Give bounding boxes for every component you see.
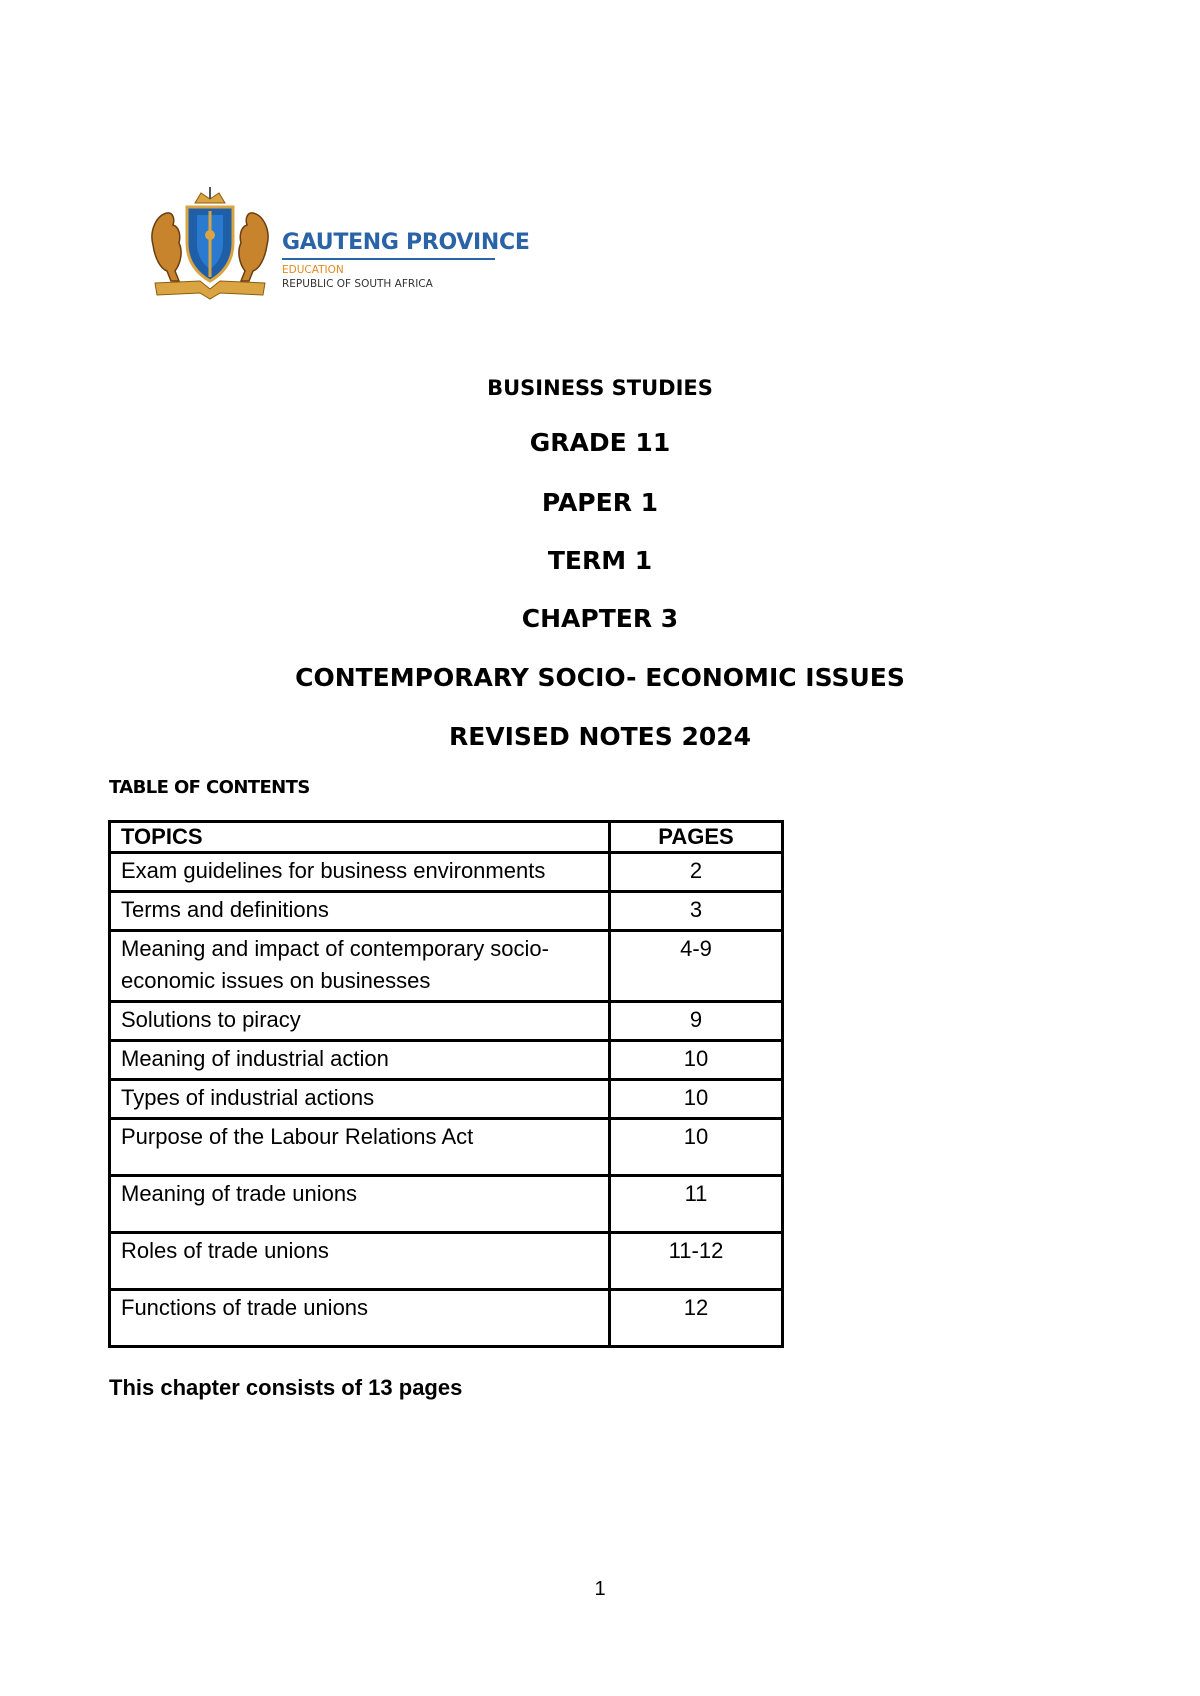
toc-topic: Meaning of industrial action xyxy=(110,1041,610,1080)
table-row xyxy=(110,1290,783,1347)
toc-topic: Types of industrial actions xyxy=(110,1080,610,1119)
toc-topic: Purpose of the Labour Relations Act xyxy=(110,1119,610,1176)
subject-heading: BUSINESS STUDIES xyxy=(487,376,713,400)
toc-topic: Meaning and impact of contemporary socio-economic issues on businesses xyxy=(110,931,610,1002)
table-row xyxy=(110,1080,783,1119)
chapter-page-count-note: This chapter consists of 13 pages xyxy=(109,1375,463,1400)
toc-pages: 3 xyxy=(610,892,783,931)
toc-pages: 11 xyxy=(610,1176,783,1233)
table-row xyxy=(110,1119,783,1176)
gauteng-logo xyxy=(145,185,530,300)
toc-header-pages: PAGES xyxy=(610,822,783,853)
table-row xyxy=(110,1233,783,1290)
toc-pages: 4-9 xyxy=(610,931,783,1002)
logo-department: EDUCATION xyxy=(282,264,344,276)
table-row xyxy=(110,1176,783,1233)
table-row xyxy=(110,1041,783,1080)
toc-label: TABLE OF CONTENTS xyxy=(109,777,310,798)
toc-pages: 10 xyxy=(610,1119,783,1176)
toc-pages: 9 xyxy=(610,1002,783,1041)
logo-title: GAUTENG PROVINCE xyxy=(282,230,530,255)
table-row xyxy=(110,931,783,1002)
page-number: 1 xyxy=(594,1578,606,1600)
toc-topic: Roles of trade unions xyxy=(110,1233,610,1290)
logo-country: REPUBLIC OF SOUTH AFRICA xyxy=(282,278,433,290)
table-row xyxy=(110,853,783,892)
notes-heading: REVISED NOTES 2024 xyxy=(448,722,752,751)
toc-header-topics: TOPICS xyxy=(110,822,610,853)
toc-topic: Functions of trade unions xyxy=(110,1290,610,1347)
toc-table xyxy=(108,820,784,1348)
paper-heading: PAPER 1 xyxy=(541,488,659,517)
toc-topic: Exam guidelines for business environments xyxy=(110,853,610,892)
table-row xyxy=(110,1002,783,1041)
toc-pages: 10 xyxy=(610,1041,783,1080)
topic-heading: CONTEMPORARY SOCIO- ECONOMIC ISSUES xyxy=(295,663,905,692)
toc-topic: Solutions to piracy xyxy=(110,1002,610,1041)
toc-pages: 2 xyxy=(610,853,783,892)
term-heading: TERM 1 xyxy=(547,546,653,575)
table-row xyxy=(110,892,783,931)
logo-underline xyxy=(282,258,495,260)
toc-pages: 12 xyxy=(610,1290,783,1347)
toc-topic: Terms and definitions xyxy=(110,892,610,931)
chapter-heading: CHAPTER 3 xyxy=(521,604,679,633)
toc-pages: 11-12 xyxy=(610,1233,783,1290)
toc-header-row xyxy=(110,822,783,853)
toc-topic: Meaning of trade unions xyxy=(110,1176,610,1233)
coat-of-arms-icon xyxy=(145,185,275,300)
grade-heading: GRADE 11 xyxy=(529,428,671,457)
toc-pages: 10 xyxy=(610,1080,783,1119)
